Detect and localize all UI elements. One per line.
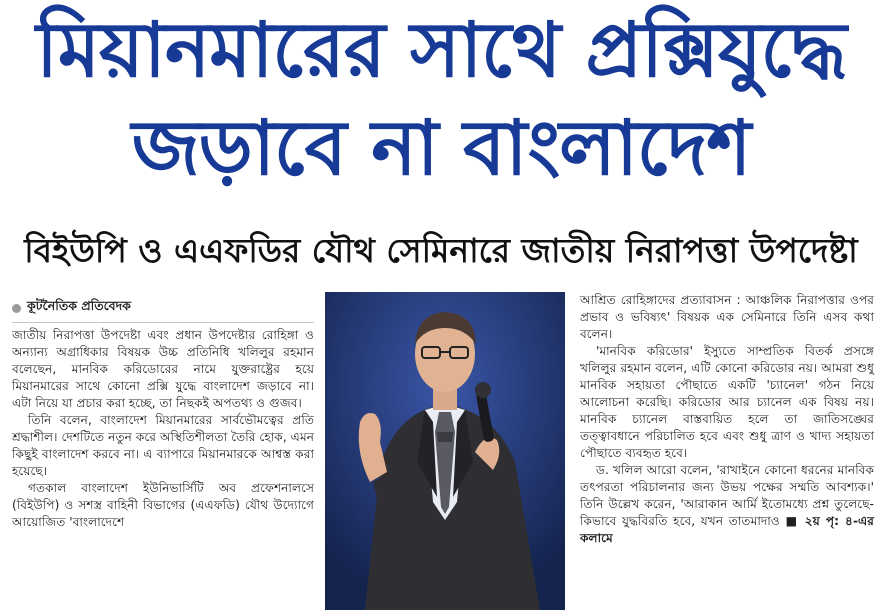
article-paragraph: গতকাল বাংলাদেশ ইউনিভার্সিটি অব প্রফেশনালসে (বিইউপি) ও সশস্ত্র বাহিনী বিভাগের (এএফডি) যৌথ উদ্যোগে আয়োজিত 'বাংলাদেশে [12,481,314,529]
article-column-left [12,327,314,531]
byline [12,298,131,318]
byline-bullet-icon [12,304,21,313]
speaker-photo [325,292,565,610]
article-paragraph: তিনি বলেন, বাংলাদেশ মিয়ানমারের সার্বভৌমত্বের প্রতি শ্রদ্ধাশীল। দেশটিতে নতুন করে অস্থিতিশীলতা তৈরি হোক, এমন কিছুই বাংলাদেশ করবে না। এ ব্যাপারে মিয়ানমারকে আশ্বস্ত করা হয়েছে। [12,413,314,478]
article-paragraph-text: ড. খলিল আরো বলেন, 'রাখাইনে কোনো ধরনের মানবিক তৎপরতা পরিচালনার জন্য উভয় পক্ষের সম্মতি আবশ্যক।' তিনি উল্লেখ করেন, 'আরাকান আর্মি ইতোমধ্যে প্রশ্ন তুলেছে-কিভাবে যুদ্ধবিরতি হবে, যখন তাতমাদাও [580,463,874,528]
article-paragraph: জাতীয় নিরাপত্তা উপদেষ্টা এবং প্রধান উপদেষ্টার রোহিঙ্গা ও অন্যান্য অগ্রাধিকার বিষয়ক উচ্চ প্রতিনিধি খলিলুর রহমান বলেছেন, মানবিক করিডোরের নামে যুক্তরাষ্ট্রের হয়ে মিয়ানমারের সাথে কোনো প্রক্সি যুদ্ধে বাংলাদেশ জড়াবে না। এটা নিয়ে যা প্রচার করা হচ্ছে, তা নিছকই অপতথ্য ও গুজব। [12,328,314,410]
headline-line-1: মিয়ানমারের সাথে প্রক্সিযুদ্ধে [36,5,846,94]
headline-line-2: জড়াবে না বাংলাদেশ [131,103,751,192]
article-paragraph: 'মানবিক করিডোর' ইস্যুতে সাম্প্রতিক বিতর্ক প্রসঙ্গে খলিলুর রহমান বলেন, এটি কোনো করিডোর নয়। আমরা শুধু মানবিক সহায়তা পৌছাতে একটি 'চ্যানেল' গঠন নিয়ে আলোচনা করেছি। করিডোর আর চ্যানেল এক বিষয় নয়। মানবিক চ্যানেল বাস্তবায়িত হলে তা জাতিসঙ্ঘের তত্ত্বাবধানে পরিচালিত হবে এবং শুধু ত্রাণ ও খাদ্য সহায়তা পৌছাতে ব্যবহৃত হবে। [580,344,874,460]
subheadline: বিইউপি ও এএফডির যৌথ সেমিনারে জাতীয় নিরাপত্তা উপদেষ্টা [24,231,858,270]
article-paragraph: আশ্রিত রোহিঙ্গাদের প্রত্যাবাসন : আঞ্চলিক নিরাপত্তার ওপর প্রভাব ও ভবিষ্যৎ' বিষয়ক এক সেমিনারে তিনি এসব কথা বলেন। [580,293,874,341]
continuation-marker[interactable]: ■ ২য় পৃ: ৪-এর কলামে [580,514,874,545]
byline-divider [12,322,314,323]
article-paragraph [580,462,874,547]
speaker-photo-illustration [325,292,565,610]
byline-text: কূটনৈতিক প্রতিবেদক [27,298,131,313]
article-column-right [580,292,874,547]
